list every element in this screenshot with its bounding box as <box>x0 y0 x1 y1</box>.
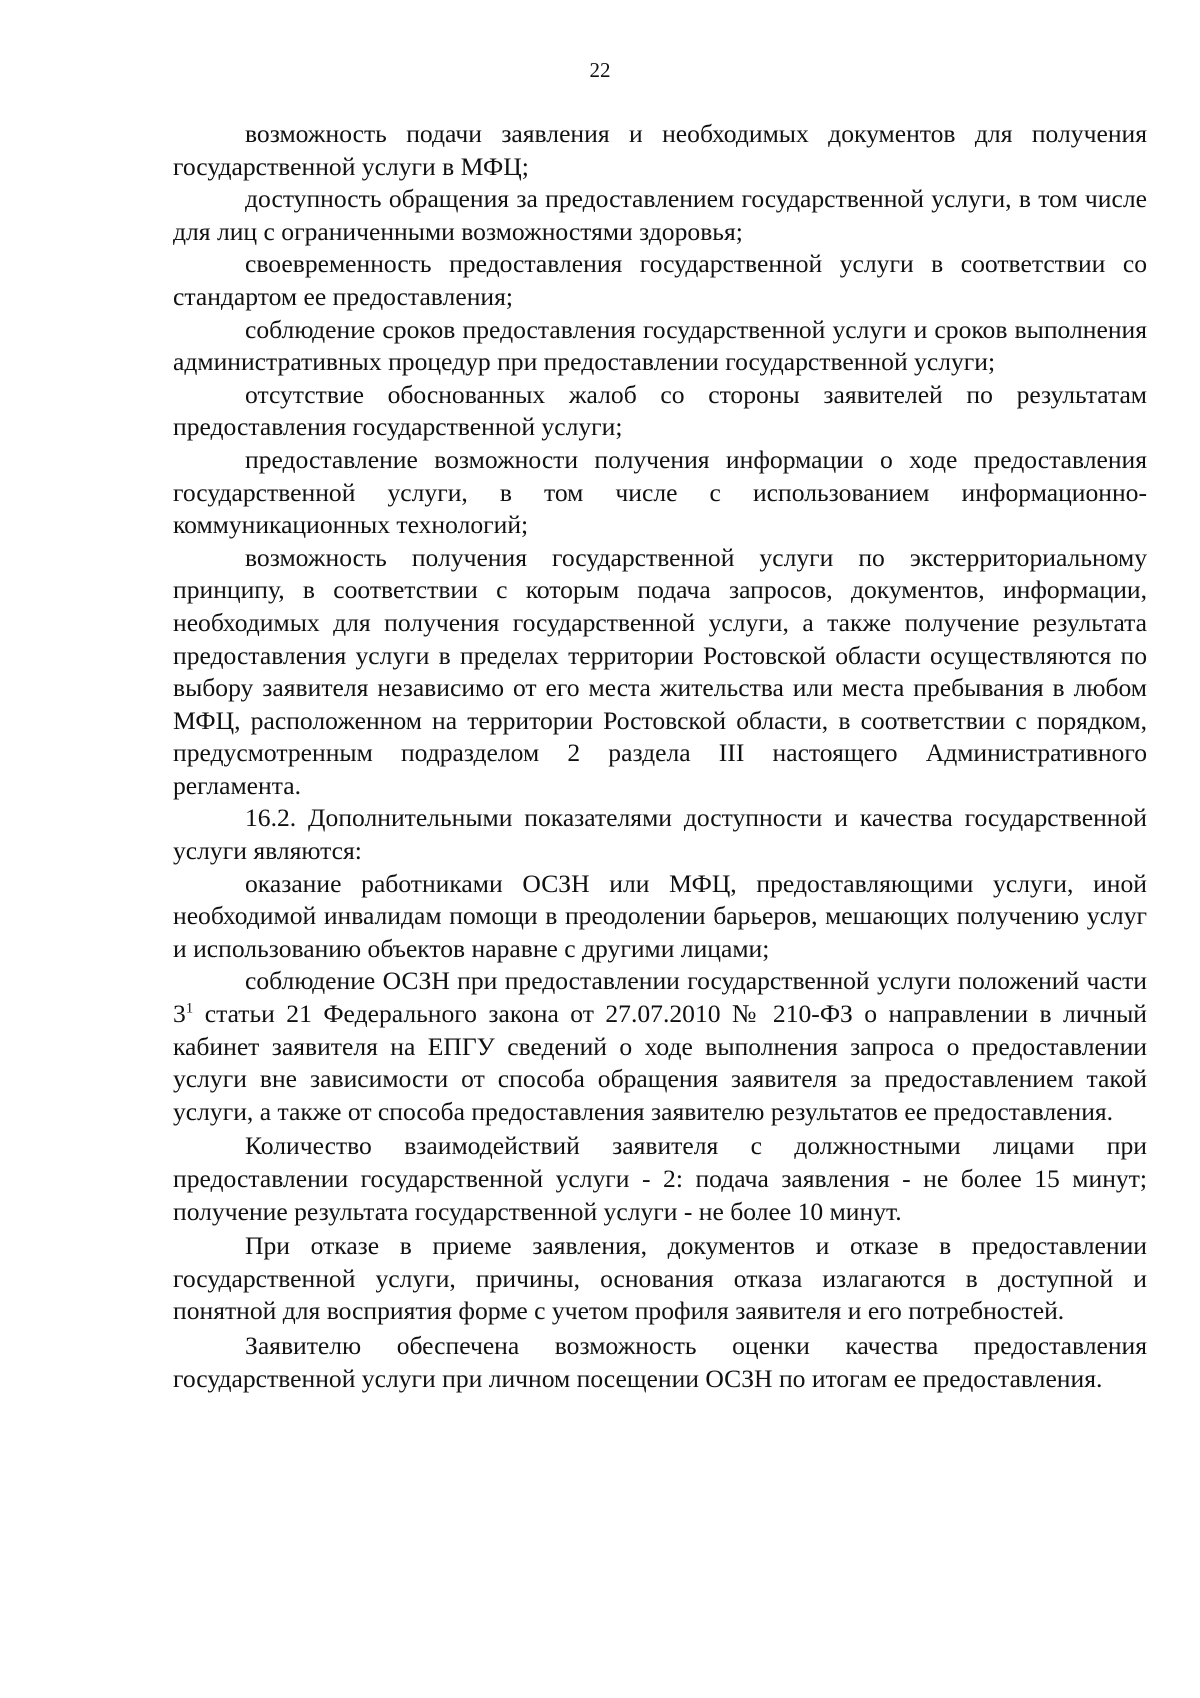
paragraph-accessibility: доступность обращения за предоставлением государственной услуги, в том числе для лиц с ограниченными возможностями здоровья; <box>173 184 1147 246</box>
paragraph-quality-evaluation: Заявителю обеспечена возможность оценки качества предоставления государственной услуги при личном посещении ОСЗН по итогам ее предоставления. <box>173 1330 1147 1393</box>
paragraph-refusal: При отказе в приеме заявления, документов и отказе в предоставлении государственной услуги, причины, основания отказа излагаются в доступной и понятной для восприятия форме с учетом профиля заявителя и его потребностей. <box>173 1231 1147 1326</box>
paragraph-epgu-text-after: статьи 21 Федерального закона от 27.07.2010 № 210-ФЗ о направлении в личный кабинет заявителя на ЕПГУ сведений о ходе выполнения запроса о предоставлении услуги вне зависимости от способа обращения заявителя за предоставлением такой услуги, а также от способа предоставления заявителю результатов ее предоставления. <box>173 999 1147 1126</box>
paragraph-epgu-text-before: соблюдение ОСЗН при предоставлении государственной услуги положений части 3 <box>173 966 1147 1029</box>
paragraph-disabled-assistance: оказание работниками ОСЗН или МФЦ, предоставляющими услуги, иной необходимой инвалидам помощи в преодолении барьеров, мешающих получению услуг и использованию объектов наравне с другими лицами; <box>173 868 1147 963</box>
paragraph-timeliness: своевременность предоставления государственной услуги в соответствии со стандартом ее предоставления; <box>173 249 1147 311</box>
page-number: 22 <box>589 58 611 82</box>
paragraph-complaints: отсутствие обоснованных жалоб со стороны заявителей по результатам предоставления государственной услуги; <box>173 379 1147 442</box>
superscript-part-index: 1 <box>185 1000 194 1017</box>
paragraph-mfc-submission: возможность подачи заявления и необходимых документов для получения государственной услуги в МФЦ; <box>173 119 1147 181</box>
paragraph-epgu-notification <box>173 965 1147 1128</box>
document-body <box>173 118 1147 1395</box>
paragraph-deadlines: соблюдение сроков предоставления государственной услуги и сроков выполнения административных процедур при предоставлении государственной услуги; <box>173 314 1147 377</box>
paragraph-16-2-heading: 16.2. Дополнительными показателями доступности и качества государственной услуги являются: <box>173 803 1147 866</box>
paragraph-interactions-count: Количество взаимодействий заявителя с должностными лицами при предоставлении государственной услуги - 2: подача заявления - не более 15 минут; получение результата государственной услуги - не более 10 минут. <box>173 1131 1147 1226</box>
paragraph-extraterritorial: возможность получения государственной услуги по экстерриториальному принципу, в соответствии с которым подача запросов, документов, информации, необходимых для получения государственной услуги, а также получение результата предоставления услуги в пределах территории Ростовской области осуществляются по выбору заявителя независимо от его места жительства или места пребывания в любом МФЦ, расположенном на территории Ростовской области, в соответствии с порядком, предусмотренным подразделом 2 раздела III настоящего Административного регламента. <box>173 542 1147 800</box>
paragraph-progress-info: предоставление возможности получения информации о ходе предоставления государственной услуги, в том числе с использованием информационно-коммуникационных технологий; <box>173 444 1147 540</box>
